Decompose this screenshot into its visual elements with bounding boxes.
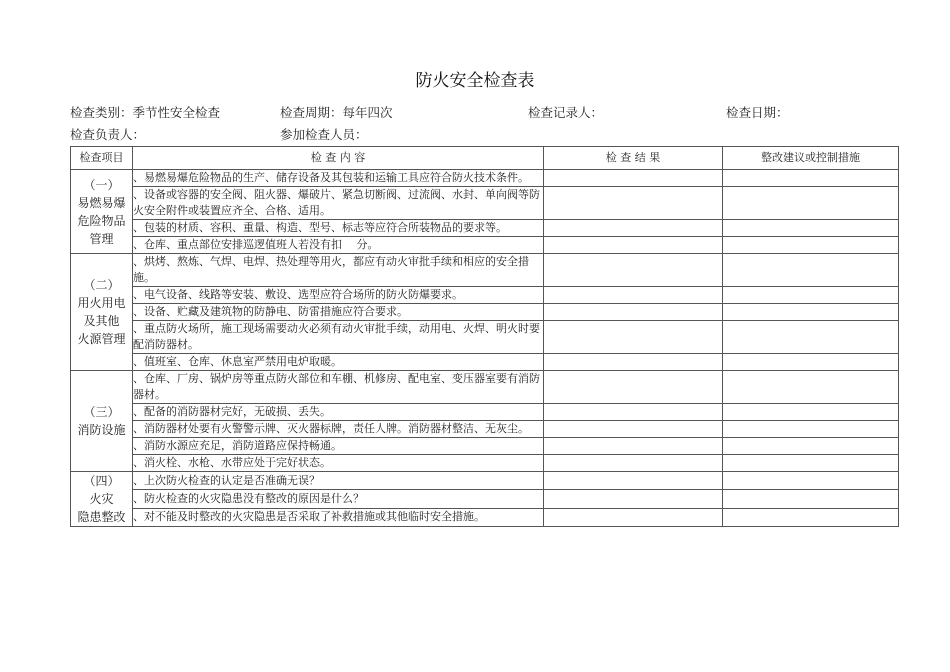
check-item: 、消防水源应充足，消防道路应保持畅通。	[133, 438, 544, 455]
inspection-period: 检查周期：每年四次	[280, 105, 393, 120]
table-row	[71, 220, 899, 237]
measures-cell[interactable]	[723, 438, 899, 455]
table-row	[71, 472, 899, 490]
result-cell[interactable]	[544, 304, 723, 321]
check-item: 、易燃易爆危险物品的生产、储存设备及其包装和运输工具应符合防火技术条件。	[133, 170, 544, 187]
table-row	[71, 455, 899, 472]
table-row	[71, 237, 899, 254]
check-item: 、烘烤、熬炼、气焊、电焊、热处理等用火，都应有动火审批手续和相应的安全措施。	[133, 254, 544, 287]
check-item: 、消防器材处要有火警警示牌、灭火器标牌，责任人牌。消防器材整洁、无灰尘。	[133, 421, 544, 438]
header-result: 检 查 结 果	[544, 147, 723, 170]
measures-cell[interactable]	[723, 287, 899, 304]
result-cell[interactable]	[544, 404, 723, 421]
inspection-recorder: 检查记录人：	[528, 105, 604, 120]
table-row	[71, 187, 899, 220]
table-row	[71, 304, 899, 321]
measures-cell[interactable]	[723, 354, 899, 371]
check-item: 、重点防火场所，施工现场需要动火必须有动火审批手续，动用电、火焊、明火时要配消防器材。	[133, 321, 544, 354]
table-row	[71, 421, 899, 438]
section-name-line: 消防设施	[77, 423, 126, 437]
inspection-category: 检查类别：季节性安全检查	[70, 105, 221, 120]
section-name-line: 火灾	[89, 492, 114, 506]
inspection-table	[70, 146, 899, 527]
result-cell[interactable]	[544, 254, 723, 287]
measures-cell[interactable]	[723, 237, 899, 254]
section-number: （一）	[83, 177, 120, 192]
table-row	[71, 371, 899, 404]
section-name-line: 危险物品	[77, 213, 126, 228]
measures-cell[interactable]	[723, 321, 899, 354]
result-cell[interactable]	[544, 421, 723, 438]
page-title: 防火安全检查表	[415, 71, 535, 91]
measures-cell[interactable]	[723, 220, 899, 237]
result-cell[interactable]	[544, 354, 723, 371]
table-row	[71, 404, 899, 421]
table-header-row	[71, 147, 899, 170]
inspection-date: 检查日期：	[726, 105, 789, 120]
check-item: 、消火栓、水枪、水带应处于完好状态。	[133, 455, 544, 472]
section-category	[71, 254, 133, 371]
result-cell[interactable]	[544, 438, 723, 455]
result-cell[interactable]	[544, 490, 723, 508]
check-item: 、电气设备、线路等安装、敷设、选型应符合场所的防火防爆要求。	[133, 287, 544, 304]
header-item: 检查项目	[71, 147, 133, 170]
result-cell[interactable]	[544, 508, 723, 526]
check-item: 、仓库、重点部位安排巡逻值班人若没有扣 分。	[133, 237, 544, 254]
check-item: 、包装的材质、容积、重量、构造、型号、标志等应符合所装物品的要求等。	[133, 220, 544, 237]
measures-cell[interactable]	[723, 472, 899, 490]
measures-cell[interactable]	[723, 254, 899, 287]
result-cell[interactable]	[544, 472, 723, 490]
table-row	[71, 287, 899, 304]
check-item: 、设备、贮藏及建筑物的防静电、防雷措施应符合要求。	[133, 304, 544, 321]
section-name-line: 管理	[89, 231, 114, 246]
section-name-line: 易燃易爆	[77, 195, 126, 210]
table-body	[71, 170, 899, 527]
result-cell[interactable]	[544, 321, 723, 354]
result-cell[interactable]	[544, 237, 723, 254]
section-name-line: 用火用电	[77, 296, 126, 310]
table-row	[71, 508, 899, 526]
check-item: 、设备或容器的安全阀、阻火器、爆破片、紧急切断阀、过流阀、水封、单向阀等防火安全附件或装置应齐全、合格、适用。	[133, 187, 544, 220]
check-item: 、上次防火检查的认定是否准确无误？	[133, 472, 544, 490]
section-name-line: 隐患整改	[77, 510, 126, 524]
header-measures: 整改建议或控制措施	[723, 147, 899, 170]
measures-cell[interactable]	[723, 170, 899, 187]
result-cell[interactable]	[544, 187, 723, 220]
measures-cell[interactable]	[723, 455, 899, 472]
measures-cell[interactable]	[723, 404, 899, 421]
check-item: 、仓库、厂房、锅炉房等重点防火部位和车棚、机修房、配电室、变压器室要有消防器材。	[133, 371, 544, 404]
result-cell[interactable]	[544, 170, 723, 187]
inspection-leader: 检查负责人：	[70, 127, 146, 142]
header-content: 检 查 内 容	[133, 147, 544, 170]
section-number: （二）	[83, 278, 120, 292]
check-item: 、防火检查的火灾隐患没有整改的原因是什么？	[133, 490, 544, 508]
table-row	[71, 354, 899, 371]
section-category	[71, 170, 133, 254]
result-cell[interactable]	[544, 455, 723, 472]
result-cell[interactable]	[544, 220, 723, 237]
table-row	[71, 254, 899, 287]
measures-cell[interactable]	[723, 304, 899, 321]
measures-cell[interactable]	[723, 490, 899, 508]
result-cell[interactable]	[544, 287, 723, 304]
result-cell[interactable]	[544, 371, 723, 404]
section-name-line: 及其他	[83, 314, 120, 328]
measures-cell[interactable]	[723, 187, 899, 220]
measures-cell[interactable]	[723, 421, 899, 438]
section-name-line: 火源管理	[77, 332, 126, 346]
table-row	[71, 490, 899, 508]
check-item: 、值班室、仓库、休息室严禁用电炉取暖。	[133, 354, 544, 371]
check-item: 、配备的消防器材完好，无破损、丢失。	[133, 404, 544, 421]
section-category	[71, 472, 133, 527]
table-row	[71, 321, 899, 354]
check-item: 、对不能及时整改的火灾隐患是否采取了补救措施或其他临时安全措施。	[133, 508, 544, 526]
measures-cell[interactable]	[723, 508, 899, 526]
table-row	[71, 170, 899, 187]
table-row	[71, 438, 899, 455]
section-number: （四）	[83, 474, 120, 488]
section-number: （三）	[83, 405, 120, 419]
measures-cell[interactable]	[723, 371, 899, 404]
inspection-participants: 参加检查人员：	[280, 127, 368, 142]
section-category	[71, 371, 133, 472]
